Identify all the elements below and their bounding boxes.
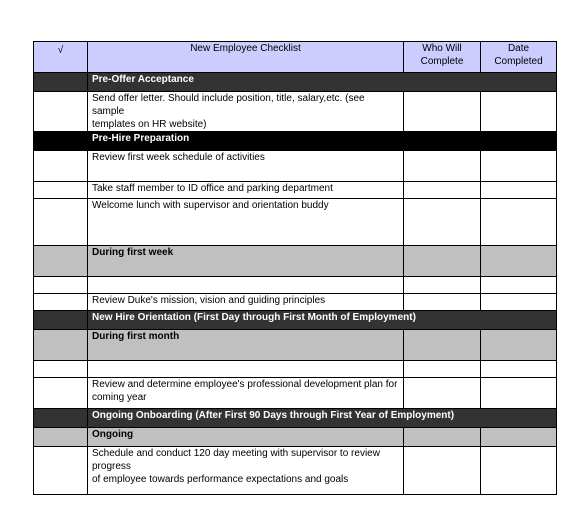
task-line1: Send offer letter. Should include position, title, salary,etc. (see sample <box>92 93 365 117</box>
check-cell[interactable] <box>34 447 88 495</box>
check-cell <box>34 73 88 92</box>
task-row <box>34 294 557 311</box>
task-row <box>34 378 557 409</box>
check-cell <box>34 428 88 447</box>
section-row <box>34 409 557 428</box>
who-will-complete-cell[interactable] <box>404 92 481 132</box>
who-will-complete-cell[interactable] <box>404 378 481 409</box>
checklist-column-header: New Employee Checklist <box>88 42 404 73</box>
who-will-complete-cell <box>404 330 481 361</box>
date-completed-cell[interactable] <box>481 378 557 409</box>
task-description <box>88 92 404 132</box>
task-description: Take staff member to ID office and parking department <box>88 182 404 199</box>
check-cell <box>34 311 88 330</box>
who-will-complete-cell[interactable] <box>404 151 481 182</box>
task-description <box>88 361 404 378</box>
section-title: Pre-Hire Preparation <box>88 132 557 151</box>
task-line1: Schedule and conduct 120 day meeting with supervisor to review progress <box>92 448 380 472</box>
task-line2: of employee towards performance expectations and goals <box>92 474 349 485</box>
task-row <box>34 277 557 294</box>
header-row <box>34 42 557 73</box>
check-cell <box>34 330 88 361</box>
section-title: Pre-Offer Acceptance <box>88 73 557 92</box>
task-description: Review first week schedule of activities <box>88 151 404 182</box>
task-row <box>34 199 557 246</box>
check-cell <box>34 246 88 277</box>
who-will-complete-cell[interactable] <box>404 199 481 246</box>
check-cell[interactable] <box>34 378 88 409</box>
task-line1: Review and determine employee's professional development plan for <box>92 379 398 390</box>
who-will-complete-cell[interactable] <box>404 277 481 294</box>
date-completed-header <box>481 42 557 73</box>
check-cell[interactable] <box>34 199 88 246</box>
section-row <box>34 311 557 330</box>
date-header-line2: Completed <box>494 56 543 67</box>
section-row <box>34 73 557 92</box>
check-cell[interactable] <box>34 182 88 199</box>
task-line2: coming year <box>92 392 147 403</box>
subsection-title: During first week <box>88 246 404 277</box>
who-will-complete-cell[interactable] <box>404 361 481 378</box>
task-description: Welcome lunch with supervisor and orientation buddy <box>88 199 404 246</box>
employee-checklist-table <box>33 41 557 495</box>
who-will-complete-cell <box>404 428 481 447</box>
who-will-complete-cell[interactable] <box>404 447 481 495</box>
task-row <box>34 361 557 378</box>
who-will-complete-cell[interactable] <box>404 294 481 311</box>
date-completed-cell[interactable] <box>481 199 557 246</box>
task-description: Review Duke's mission, vision and guiding principles <box>88 294 404 311</box>
date-completed-cell[interactable] <box>481 92 557 132</box>
who-will-complete-cell[interactable] <box>404 182 481 199</box>
date-completed-cell <box>481 246 557 277</box>
subsection-row <box>34 428 557 447</box>
who-header-line2: Complete <box>420 56 464 67</box>
check-cell[interactable] <box>34 361 88 378</box>
check-cell[interactable] <box>34 151 88 182</box>
section-row <box>34 132 557 151</box>
subsection-title: During first month <box>88 330 404 361</box>
date-completed-cell <box>481 428 557 447</box>
date-completed-cell[interactable] <box>481 151 557 182</box>
task-row <box>34 92 557 132</box>
date-completed-cell[interactable] <box>481 294 557 311</box>
task-line2: templates on HR website) <box>92 119 207 130</box>
check-cell <box>34 409 88 428</box>
date-completed-cell <box>481 330 557 361</box>
who-will-complete-cell <box>404 246 481 277</box>
date-header-line1: Date <box>507 43 530 54</box>
check-column-header: √ <box>34 42 88 73</box>
who-will-complete-header <box>404 42 481 73</box>
check-cell <box>34 132 88 151</box>
task-row <box>34 151 557 182</box>
who-header-line1: Who Will <box>422 43 462 54</box>
check-cell[interactable] <box>34 294 88 311</box>
subsection-title: Ongoing <box>88 428 404 447</box>
check-cell[interactable] <box>34 92 88 132</box>
section-title: Ongoing Onboarding (After First 90 Days through First Year of Employment) <box>88 409 557 428</box>
task-description <box>88 447 404 495</box>
task-row <box>34 447 557 495</box>
check-cell[interactable] <box>34 277 88 294</box>
task-description <box>88 378 404 409</box>
task-description <box>88 277 404 294</box>
date-completed-cell[interactable] <box>481 182 557 199</box>
task-row <box>34 182 557 199</box>
date-completed-cell[interactable] <box>481 447 557 495</box>
date-completed-cell[interactable] <box>481 361 557 378</box>
subsection-row <box>34 246 557 277</box>
date-completed-cell[interactable] <box>481 277 557 294</box>
subsection-row <box>34 330 557 361</box>
section-title: New Hire Orientation (First Day through First Month of Employment) <box>88 311 557 330</box>
